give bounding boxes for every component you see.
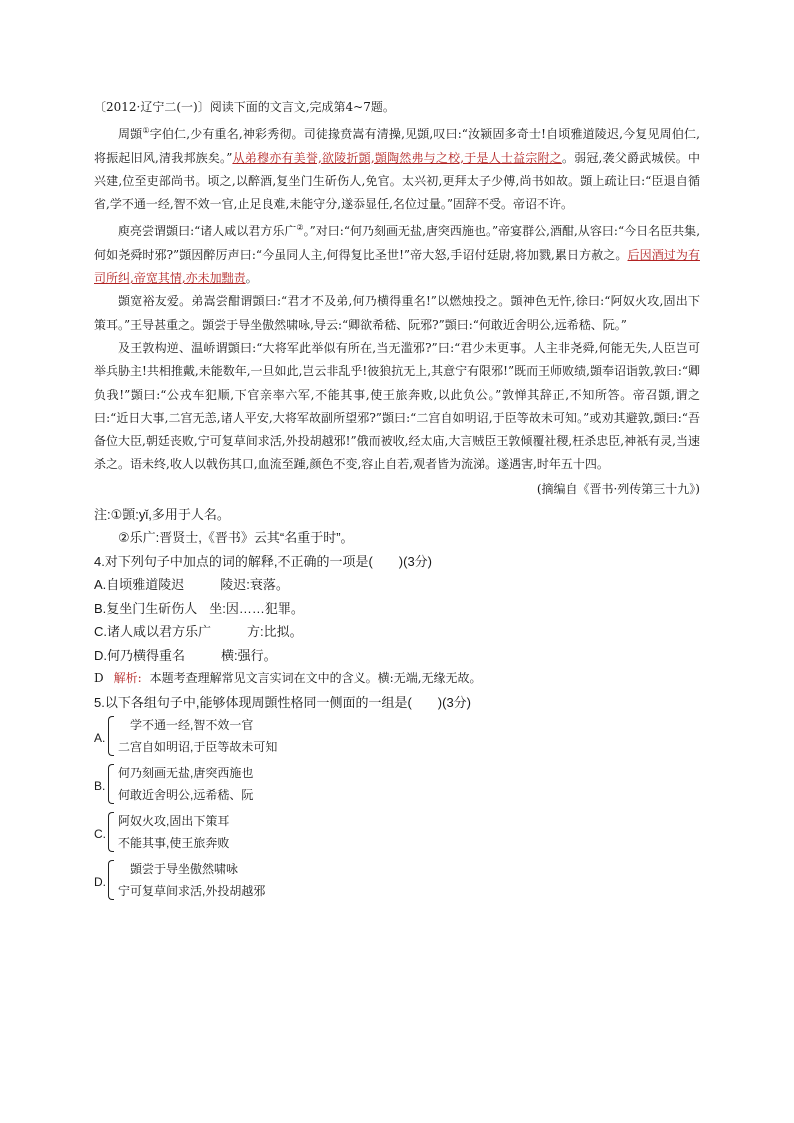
underlined-sentence-2: 后因酒过为有司所纠,帝宽其情,亦未加黜责 [94,247,700,286]
question-4-stem: 4.对下列句子中加点的词的解释,不正确的一项是( )(3分) [94,553,433,569]
q4-answer-analysis: D 解析: 本题考查理解常见文言实词在文中的含义。横:无端,无缘无故。 [94,671,482,686]
document-content [94,96,700,906]
passage-paragraph-2: 庾亮尝谓顗曰:“诸人咸以君方乐广②。”对曰:“何乃刻画无盐,唐突西施也。”帝宴群公,酒酣,从容曰:“今日名臣共集,何如尧舜时邪?”顗因醉厉声曰:“今虽同人主,何得复比圣世!”帝大怒,手诏付廷尉,将加戮,累日方赦之。后因酒过为有司所纠,帝宽其情,亦未加黜责。 [94,223,701,286]
passage-paragraph-3: 顗宽裕友爱。弟嵩尝酣谓顗曰:“君才不及弟,何乃横得重名!”以燃烛投之。顗神色无忤,徐曰:“阿奴火攻,固出下策耳。”王导甚重之。顗尝于导坐傲然啸咏,导云:“卿欲希嵇、阮邪?”顗曰:“何敢近舍明公,远希嵇、阮。” [94,294,700,332]
brace-icon [108,764,114,804]
q4-option-a: A.自顷雅道陵迟 陵迟:衰落。 [94,577,289,593]
intro-line: 〔2012·辽宁二(一)〕阅读下面的文言文,完成第4~7题。 [94,100,395,114]
brace-icon [108,860,114,900]
q4-option-c: C.诸人咸以君方乐广 方:比拟。 [94,624,303,640]
source-citation: (摘编自《晋书·列传第三十九》) [536,481,700,496]
q4-option-d: D.何乃横得重名 横:强行。 [94,647,277,663]
q5-option-b: B. 何乃刻画无盐,唐突西施也 何敢近舍明公,远希嵇、阮 [94,766,254,803]
q5-option-a: A. 学不通一经,智不效一官 二宫自如明诏,于臣等故未可知 [94,718,278,755]
q5-option-d: D. 顗尝于导坐傲然啸咏 宁可复草间求活,外投胡越邪 [94,862,266,899]
passage-paragraph-4: 及王敦构逆、温峤谓顗曰:“大将军此举似有所在,当无滥邪?”曰:“君少未更事。人主非尧舜,何能无失,人臣岂可举兵胁主!共相推戴,未能数年,一旦如此,岂云非乱乎!彼狼抗无上,其意宁有限邪!”既而王师败绩,顗奉诏诣敦,敦曰:“卿负我!”顗曰:“公戎车犯顺,下官亲率六军,不能其事,使王旅奔败,以此负公。”敦惮其辞正,不知所答。帝召顗,谓之曰:“近日大事,二宫无恙,诸人平安,大将军故副所望邪?”顗曰:“二宫自如明诏,于臣等故未可知。”或劝其避敦,顗曰:“吾备位大臣,朝廷丧败,宁可复草间求活,外投胡越邪!”俄而被收,经太庙,大言贼臣王敦倾覆社稷,枉杀忠臣,神祇有灵,当速杀之。语未终,收人以戟伤其口,血流至踵,颜色不变,容止自若,观者皆为流涕。遂遇害,时年五十四。 [94,340,700,472]
analysis-label: 解析: [113,671,142,686]
passage-paragraph-1: 周顗①字伯仁,少有重名,神彩秀彻。司徒掾贲嵩有清操,见顗,叹曰:“汝颍固多奇士!自顷雅道陵迟,今复见周伯仁,将振起旧风,清我邦族矣。”从弟穆亦有美誉,欲陵折顗,顗陶然弗与之校,于是人士益宗附之。弱冠,袭父爵武城侯。中兴建,位至吏部尚书。顷之,以醉酒,复坐门生斫伤人,免官。太兴初,更拜太子少傅,尚书如故。顗上疏让曰:“臣退自循省,学不通一经,智不效一官,止足良难,未能守分,遂忝显任,名位过量。”固辞不受。帝诏不许。 [94,126,700,212]
question-5-stem: 5.以下各组句子中,能够体现周顗性格同一侧面的一组是( )(3分) [94,694,472,710]
brace-icon [108,716,114,756]
underlined-sentence-1: 从弟穆亦有美誉,欲陵折顗,顗陶然弗与之校,于是人士益宗附之 [232,150,562,165]
q4-option-b: B.复坐门生斫伤人 坐:因……犯罪。 [94,600,304,616]
brace-icon [108,812,114,852]
q5-option-c: C. 阿奴火攻,固出下策耳 不能其事,使王旅奔败 [94,814,230,851]
note-1: 注:①顗:yǐ,多用于人名。 [94,506,230,522]
q4-answer: D [94,671,104,686]
note-2: ②乐广:晋贤士,《晋书》云其“名重于时”。 [118,530,354,546]
